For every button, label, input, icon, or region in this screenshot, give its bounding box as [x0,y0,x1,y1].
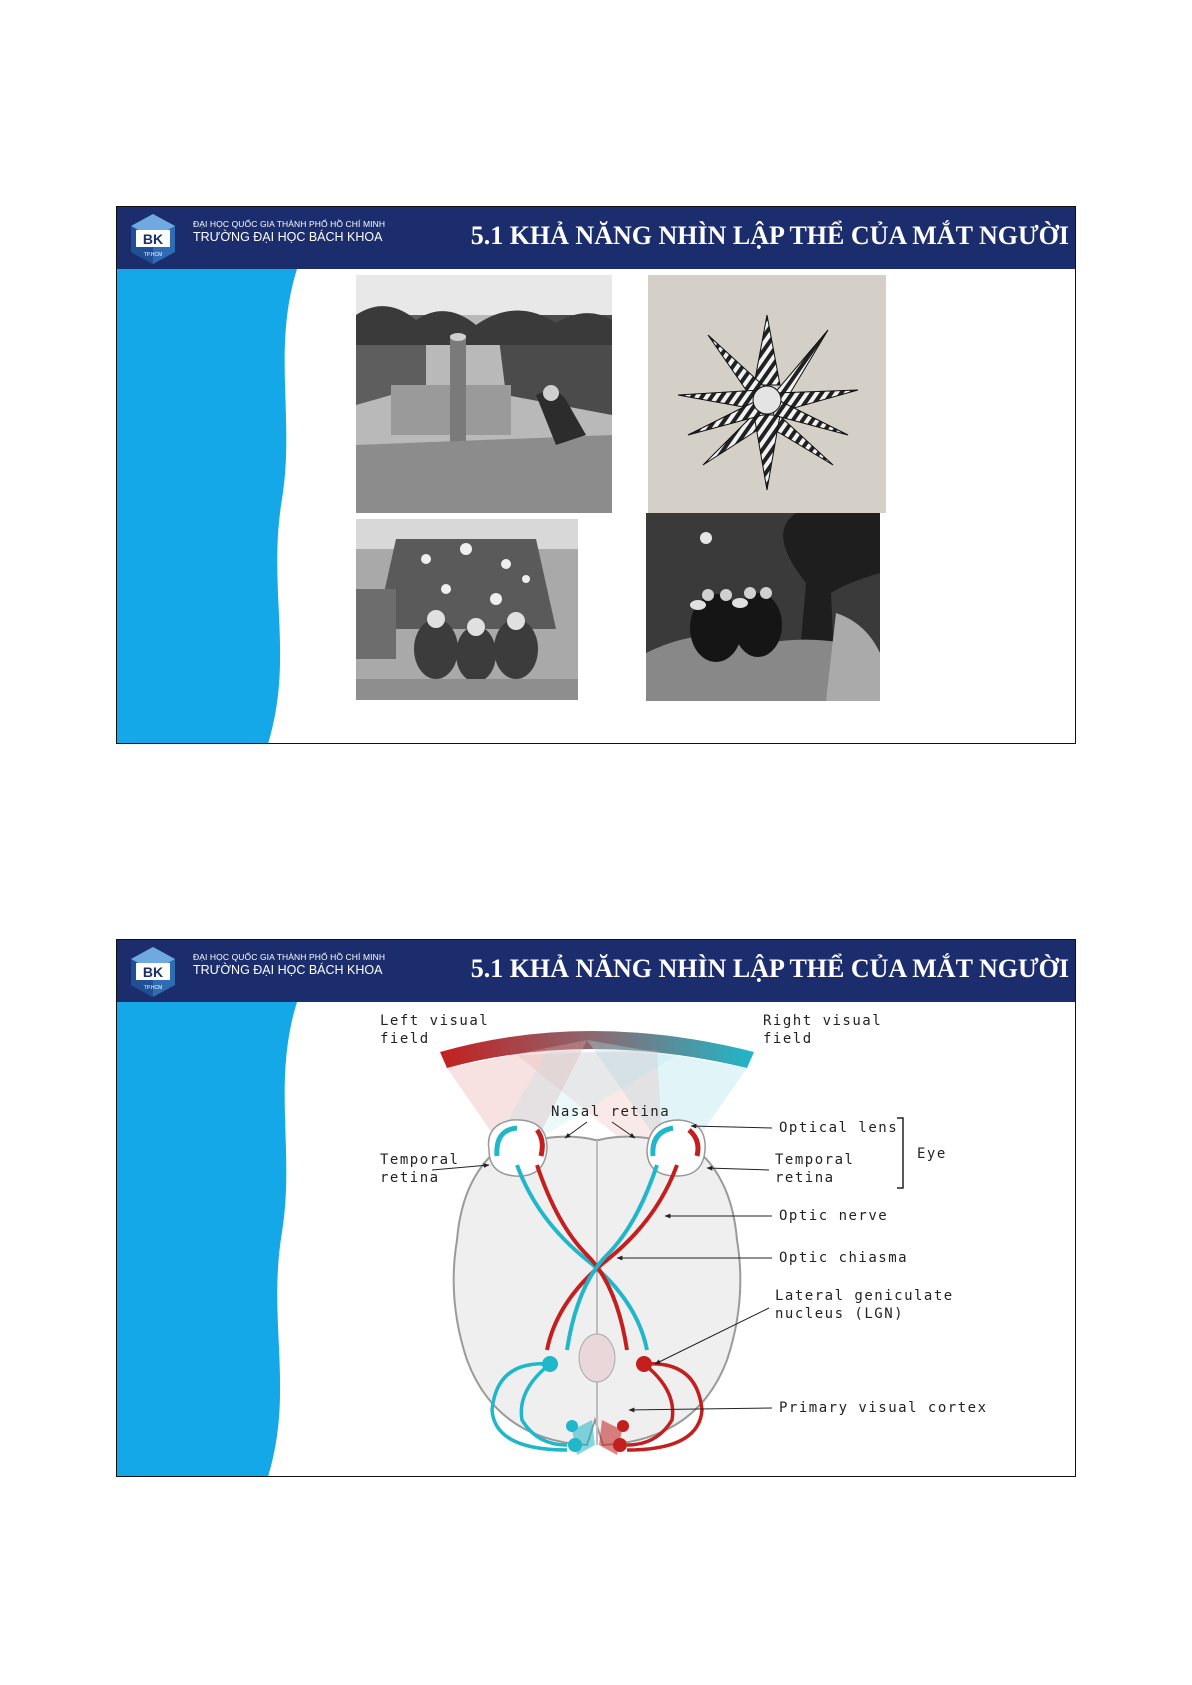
label-optical-lens: Optical lens [779,1120,899,1136]
two-furry-creatures-under-tree-engraving [646,513,880,701]
label-right-visual-field-1: Right visual [763,1013,883,1029]
slide-2 [116,939,1076,1477]
label-lgn-2: nucleus (LGN) [775,1306,905,1322]
visual-pathway-diagram [117,940,1076,1477]
slide-1 [116,206,1076,744]
svg-text:BK: BK [142,964,164,980]
label-temporal-retina-right-2: retina [775,1170,835,1186]
label-nasal-retina: Nasal retina [551,1104,671,1120]
label-temporal-retina-right-1: Temporal [775,1152,855,1168]
university-line-2: TRƯỜNG ĐẠI HỌC BÁCH KHOA [193,962,383,977]
label-temporal-retina-left-1: Temporal [380,1152,460,1168]
label-optic-nerve: Optic nerve [779,1208,889,1224]
university-line-2: TRƯỜNG ĐẠI HỌC BÁCH KHOA [193,229,383,244]
university-name [193,219,385,245]
svg-text:TP.HCM: TP.HCM [143,985,163,991]
slide-title: 5.1 KHẢ NĂNG NHÌN LẬP THỂ CỦA MẮT NGƯỜI [470,221,1069,250]
label-right-visual-field-2: field [763,1031,813,1047]
university-line-1: ĐẠI HỌC QUỐC GIA THÀNH PHỐ HỒ CHÍ MINH [193,219,386,229]
label-primary-visual-cortex: Primary visual cortex [779,1400,988,1416]
svg-text:BK: BK [142,231,164,247]
label-temporal-retina-left-2: retina [380,1170,440,1186]
label-left-visual-field-1: Left visual [380,1013,490,1029]
label-optic-chiasma: Optic chiasma [779,1250,909,1266]
stereo-photo-log-and-man [356,275,612,513]
label-eye: Eye [917,1146,947,1162]
slide-title: 5.1 KHẢ NĂNG NHÌN LẬP THỂ CỦA MẮT NGƯỜI [470,954,1069,983]
label-left-visual-field-2: field [380,1031,430,1047]
sidebar-wave [117,269,307,744]
striped-3d-star-sculpture [648,275,886,513]
label-lgn-1: Lateral geniculate [775,1288,954,1304]
svg-text:TP.HCM: TP.HCM [143,252,163,258]
slide-header [117,207,1075,269]
children-around-christmas-tree-photo [356,519,578,700]
bk-logo [127,213,179,265]
university-line-1: ĐẠI HỌC QUỐC GIA THÀNH PHỐ HỒ CHÍ MINH [193,952,386,962]
